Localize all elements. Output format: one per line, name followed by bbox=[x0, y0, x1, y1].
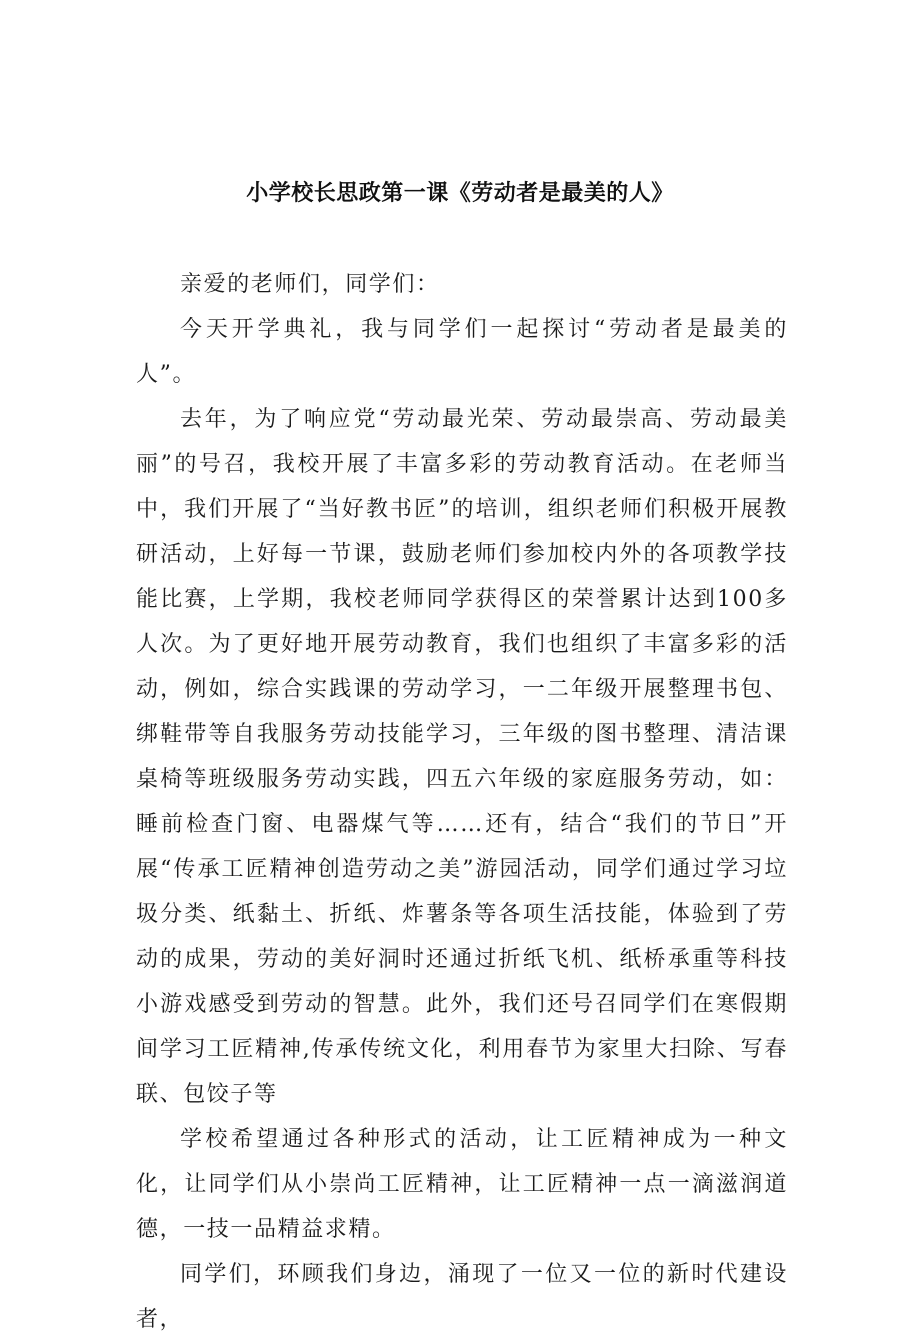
paragraph-closing: 同学们，环顾我们身边，涌现了一位又一位的新时代建设者， bbox=[136, 1262, 788, 1332]
paragraph-school-hope: 学校希望通过各种形式的活动，让工匠精神成为一种文化，让同学们从小崇尚工匠精神，让工匠精神一点一滴滋润道德，一技一品精益求精。 bbox=[136, 1127, 788, 1242]
paragraph-intro: 今天开学典礼，我与同学们一起探讨“劳动者是最美的人”。 bbox=[136, 317, 788, 387]
paragraph-greeting: 亲爱的老师们，同学们： bbox=[180, 272, 440, 297]
document-body bbox=[136, 262, 788, 1342]
document-title: 小学校长思政第一课《劳动者是最美的人》 bbox=[246, 181, 674, 206]
paragraph-activities: 去年，为了响应党“劳动最光荣、劳动最崇高、劳动最美丽”的号召，我校开展了丰富多彩的劳动教育活动。在老师当中，我们开展了“当好教书匠”的培训，组织老师们积极开展教研活动，上好每一节课，鼓励老师们参加校内外的各项教学技能比赛，上学期，我校老师同学获得区的荣誉累计达到100多人次。为了更好地开展劳动教育，我们也组织了丰富多彩的活动，例如，综合实践课的劳动学习，一二年级开展整理书包、绑鞋带等自我服务劳动技能学习，三年级的图书整理、清洁课桌椅等班级服务劳动实践，四五六年级的家庭服务劳动，如：睡前检查门窗、电器煤气等……还有，结合“我们的节日”开展“传承工匠精神创造劳动之美”游园活动，同学们通过学习垃圾分类、纸黏土、折纸、炸薯条等各项生活技能，体验到了劳动的成果，劳动的美好洞时还通过折纸飞机、纸桥承重等科技小游戏感受到劳动的智慧。此外，我们还号召同学们在寒假期间学习工匠精神,传承传统文化，利用春节为家里大扫除、写春联、包饺子等 bbox=[136, 407, 788, 1107]
